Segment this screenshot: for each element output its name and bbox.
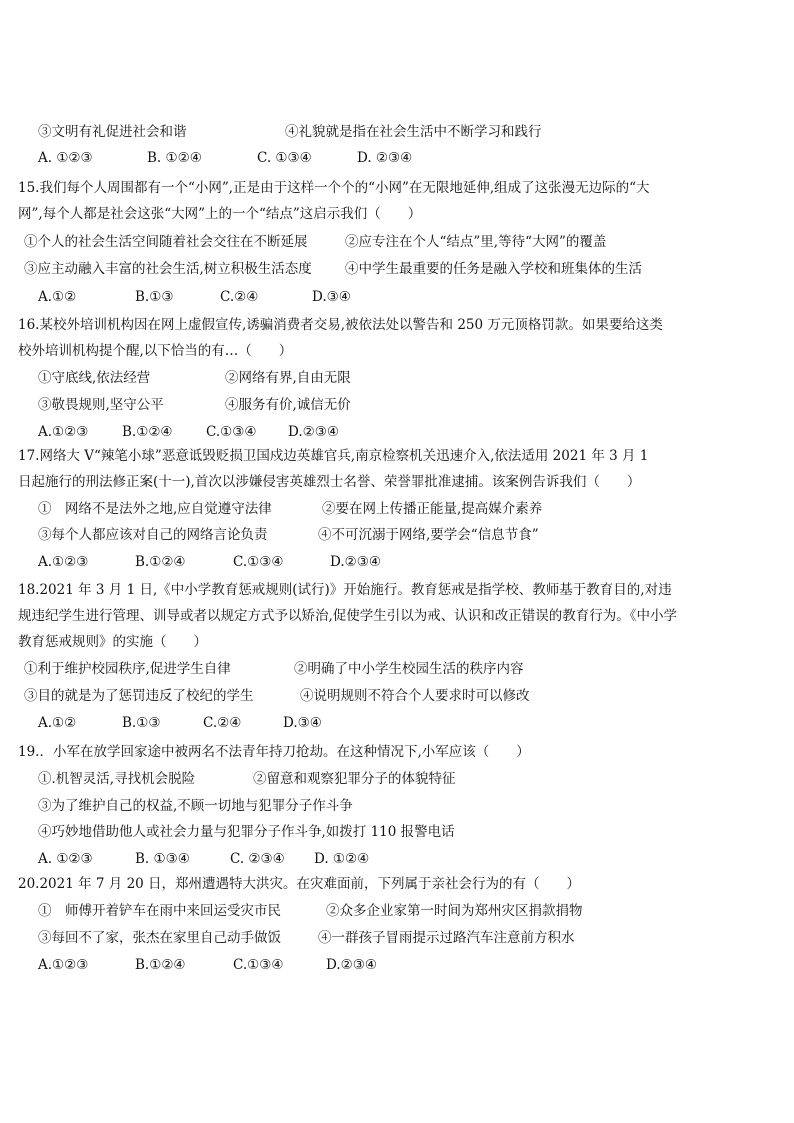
q18-option-3: ③目的就是为了惩罚违反了校纪的学生 — [24, 688, 254, 704]
q16-option-4: ④服务有价,诚信无价 — [225, 397, 351, 413]
q16-choice-a: A.①②③ — [38, 424, 89, 440]
q18-stem-line1: 18.2021 年 3 月 1 日,《中小学教育惩戒规则(试行)》开始施行。教育惩戒是指学校、教师基于教育目的,对违 — [18, 582, 672, 598]
q19-option-1: ①.机智灵活,寻找机会脱险 — [38, 771, 196, 787]
q15-option-4: ④中学生最重要的任务是融入学校和班集体的生活 — [345, 261, 642, 277]
q18-choice-c: C.②④ — [203, 715, 242, 731]
prev-choice-a: A. ①②③ — [38, 150, 93, 166]
q18-option-1: ①利于维护校园秩序,促进学生自律 — [24, 661, 231, 677]
q17-option-4: ④不可沉溺于网络,要学会“信息节食” — [318, 527, 539, 543]
q15-choice-b: B.①③ — [135, 289, 174, 305]
q20-option-2: ②众多企业家第一时间为郑州灾区捐款捐物 — [326, 903, 583, 919]
q20-stem: 20.2021 年 7 月 20 日，郑州遭遇特大洪灾。在灾难面前，下列属于亲社会行为的有（ ） — [18, 876, 581, 892]
q19-choice-a: A. ①②③ — [38, 851, 93, 867]
q20-choice-c: C.①③④ — [233, 957, 284, 973]
q18-choice-d: D.③④ — [283, 715, 322, 731]
q16-choice-b: B.①②④ — [122, 424, 173, 440]
q17-option-1: ① 网络不是法外之地,应自觉遵守法律 — [38, 501, 272, 517]
q15-option-2: ②应专注在个人“结点”里,等待“大网”的覆盖 — [345, 234, 607, 250]
q15-choice-d: D.③④ — [312, 289, 351, 305]
q15-option-3: ③应主动融入丰富的社会生活,树立积极生活态度 — [24, 261, 312, 277]
q19-choice-c: C. ②③④ — [230, 851, 285, 867]
q20-choice-b: B.①②④ — [135, 957, 186, 973]
q16-option-1: ①守底线,依法经营 — [38, 370, 151, 386]
q19-choice-d: D. ①②④ — [314, 851, 370, 867]
q19-option-4: ④巧妙地借助他人或社会力量与犯罪分子作斗争,如拨打 110 报警电话 — [38, 824, 455, 840]
q16-choice-c: C.①③④ — [206, 424, 257, 440]
q16-choice-d: D.②③④ — [288, 424, 339, 440]
q17-choice-b: B.①②④ — [135, 554, 186, 570]
q15-choice-a: A.①② — [38, 289, 77, 305]
q16-option-3: ③敬畏规则,坚守公平 — [38, 397, 164, 413]
q16-stem-line2: 校外培训机构提个醒,以下恰当的有…（ ） — [18, 343, 293, 359]
prev-option-4: ④礼貌就是指在社会生活中不断学习和践行 — [285, 124, 542, 140]
q17-choice-c: C.①③④ — [233, 554, 284, 570]
q16-stem-line1: 16.某校外培训机构因在网上虚假宣传,诱骗消费者交易,被依法处以警告和 250 万元顶格罚款。如果要给这类 — [18, 317, 663, 333]
q19-option-2: ②留意和观察犯罪分子的体貌特征 — [253, 771, 456, 787]
q20-option-3: ③每回不了家，张杰在家里自己动手做饭 — [38, 930, 281, 946]
q18-option-4: ④说明规则不符合个人要求时可以修改 — [300, 688, 530, 704]
q15-choice-c: C.②④ — [220, 289, 259, 305]
q19-choice-b: B. ①③④ — [135, 851, 190, 867]
q19-stem: 19.．小军在放学回家途中被两名不法青年持刀抢劫。在这种情况下,小军应该（ ） — [18, 744, 530, 760]
q20-choice-d: D.②③④ — [326, 957, 377, 973]
prev-option-3: ③文明有礼促进社会和谐 — [38, 124, 187, 140]
q15-stem-line1: 15.我们每个人周围都有一个“小网”,正是由于这样一个个的“小网”在无限地延伸,组成了这张漫无边际的“大 — [18, 180, 650, 196]
q17-stem-line1: 17.网络大 V“辣笔小球”恶意诋毁贬损卫国戍边英雄官兵,南京检察机关迅速介入,依法适用 2021 年 3 月 1 — [18, 448, 649, 464]
q16-option-2: ②网络有界,自由无限 — [225, 370, 351, 386]
q19-option-3: ③为了维护自己的权益,不顾一切地与犯罪分子作斗争 — [38, 798, 353, 814]
q20-choice-a: A.①②③ — [38, 957, 89, 973]
q18-stem-line3: 教育惩戒规则》的实施（ ） — [18, 634, 207, 650]
q15-option-1: ①个人的社会生活空间随着社会交往在不断延展 — [24, 234, 308, 250]
q17-stem-line2: 日起施行的刑法修正案(十一),首次以涉嫌侵害英雄烈士名誉、荣誉罪批准逮捕。该案例告诉我们（ ） — [18, 474, 641, 490]
prev-choice-c: C. ①③④ — [257, 150, 312, 166]
q17-choice-d: D.②③④ — [330, 554, 381, 570]
q17-choice-a: A.①②③ — [38, 554, 89, 570]
prev-choice-b: B. ①②④ — [147, 150, 202, 166]
q17-option-2: ②要在网上传播正能量,提高媒介素养 — [322, 501, 543, 517]
q18-choice-b: B.①③ — [122, 715, 161, 731]
q18-choice-a: A.①② — [38, 715, 77, 731]
q18-option-2: ②明确了中小学生校园生活的秩序内容 — [294, 661, 524, 677]
q17-option-3: ③每个人都应该对自己的网络言论负责 — [38, 527, 268, 543]
prev-choice-d: D. ②③④ — [357, 150, 413, 166]
q18-stem-line2: 规违纪学生进行管理、训导或者以规定方式予以矫治,促使学生引以为戒、认识和改正错误的教育行为。《中小学 — [18, 608, 678, 624]
q15-stem-line2: 网”,每个人都是社会这张“大网”上的一个“结点”这启示我们（ ） — [18, 206, 422, 222]
q20-option-4: ④一群孩子冒雨提示过路汽车注意前方积水 — [318, 930, 575, 946]
q20-option-1: ① 师傅开着铲车在雨中来回运受灾市民 — [38, 903, 281, 919]
